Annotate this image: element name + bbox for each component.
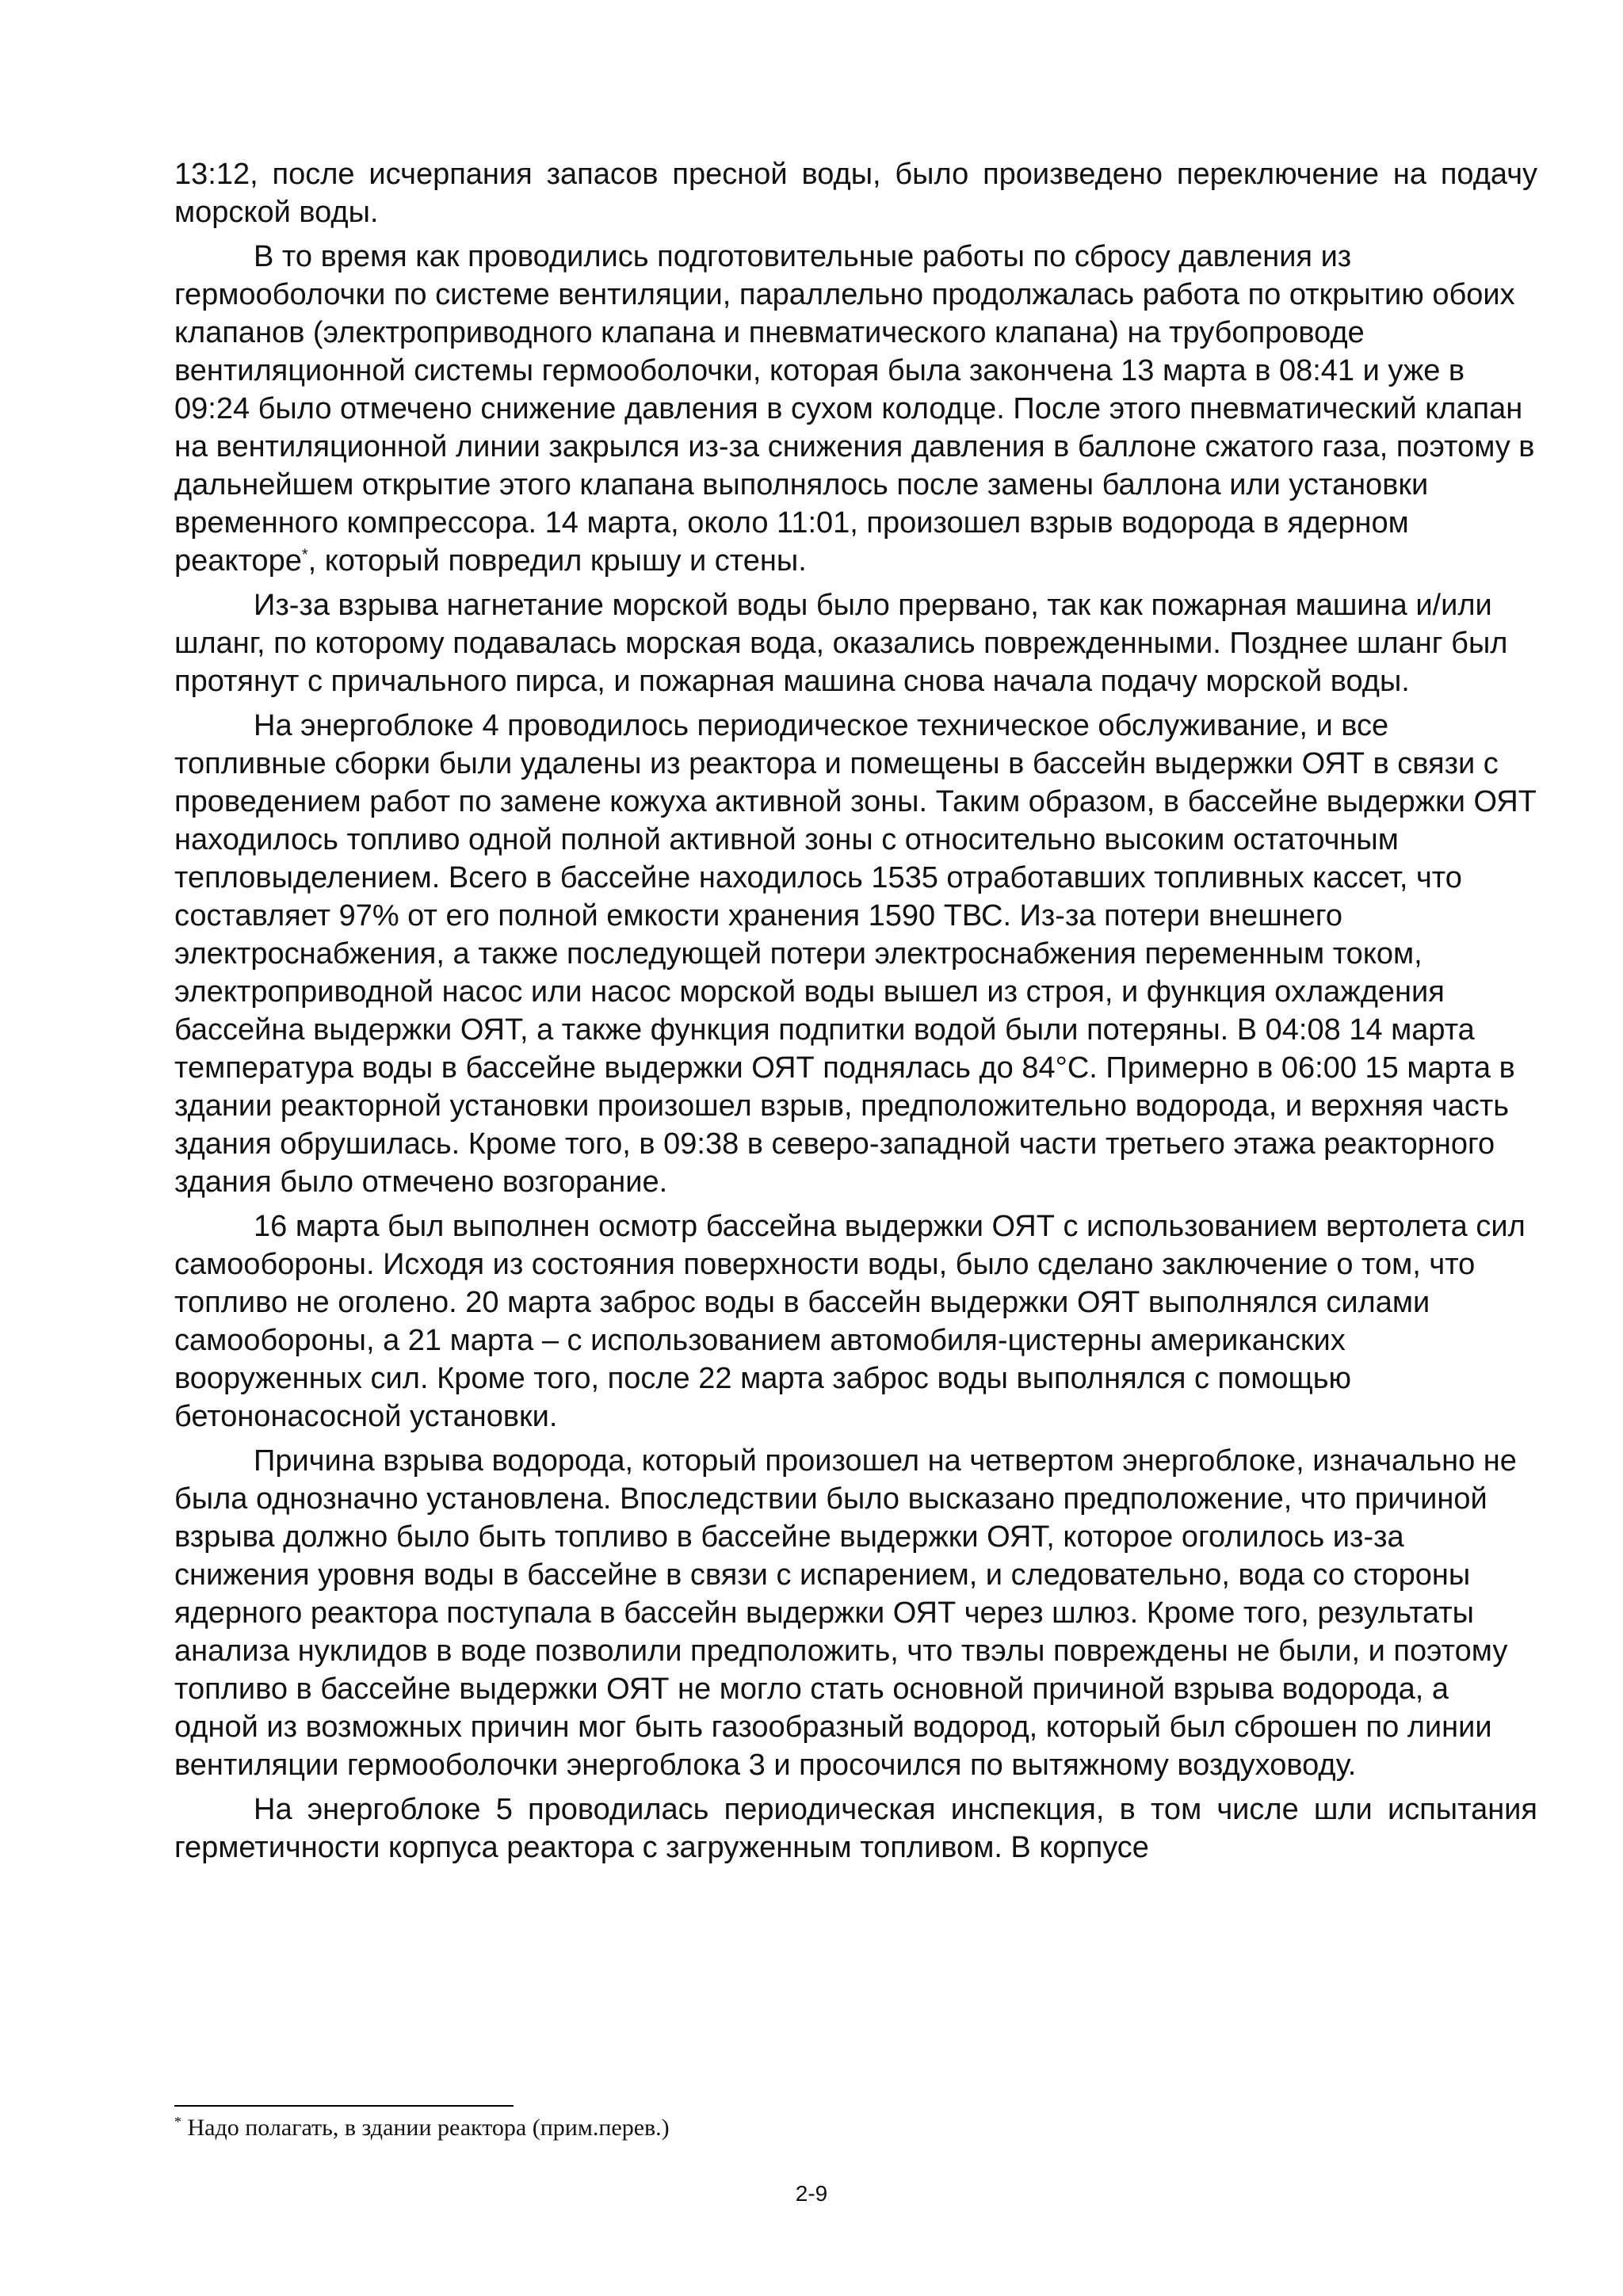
footnote-text: Надо полагать, в здании реактора (прим.перев.) <box>181 2115 670 2141</box>
footnote <box>174 2114 1537 2142</box>
footnote-marker[interactable]: * <box>301 546 308 564</box>
footnote-marker-bottom: * <box>174 2114 181 2130</box>
paragraph-1: 13:12, после исчерпания запасов пресной воды, было произведено переключение на подачу морской воды. <box>174 158 1537 229</box>
footnote-separator <box>174 2105 514 2107</box>
page-number: 2-9 <box>795 2181 828 2206</box>
paragraph-2-text: В то время как проводились подготовительные работы по сбросу давления из гермооболочки по системе вентиляции, параллельно продолжалась работа по открытию обоих клапанов (электроприводного клапана и пневматического клапана) на трубопроводе вентиляционной системы гермооболочки, которая была закончена 13 марта в 08:41 и уже в 09:24 было отмечено снижение давления в сухом колодце. После этого пневматический клапан на вентиляционной линии закрылся из-за снижения давления в баллоне сжатого газа, поэтому в дальнейшем открытие этого клапана выполнялось после замены баллона или установки временного компрессора. 14 марта, около 11:01, произошел взрыв водорода в ядерном реакторе <box>174 240 1535 578</box>
body-text <box>174 155 1537 1873</box>
paragraph-3: Из-за взрыва нагнетание морской воды было прервано, так как пожарная машина и/или шланг, по которому подавалась морская вода, оказались поврежденными. Позднее шланг был протянут с причального пирса, и пожарная машина снова начала подачу морской воды. <box>174 589 1508 698</box>
paragraph-7: На энергоблоке 5 проводилась периодическая инспекция, в том числе шли испытания герметичности корпуса реактора с загруженным топливом. В корпусе <box>174 1793 1537 1864</box>
paragraph-2-text-after: , который повредил крышу и стены. <box>307 544 807 578</box>
paragraph-4: На энергоблоке 4 проводилось периодическое техническое обслуживание, и все топливные сборки были удалены из реактора и помещены в бассейн выдержки ОЯТ в связи с проведением работ по замене кожуха активной зоны. Таким образом, в бассейне выдержки ОЯТ находилось топливо одной полной активной зоны с относительно высоким остаточным тепловыделением. Всего в бассейне находилось 1535 отработавших топливных кассет, что составляет 97% от его полной емкости хранения 1590 ТВС. Из-за потери внешнего электроснабжения, а также последующей потери электроснабжения переменным током, электроприводной насос или насос морской воды вышел из строя, и функция охлаждения бассейна выдержки ОЯТ, а также функция подпитки водой были потеряны. В 04:08 14 марта температура воды в бассейне выдержки ОЯТ поднялась до 84°C. Примерно в 06:00 15 марта в здании реакторной установки произошел взрыв, предположительно водорода, и верхняя часть здания обрушилась. Кроме того, в 09:38 в северо-западной части третьего этажа реакторного здания было отмечено возгорание. <box>174 709 1537 1199</box>
paragraph-6: Причина взрыва водорода, который произошел на четвертом энергоблоке, изначально не была однозначно установлена. Впоследствии было высказано предположение, что причиной взрыва должно было быть топливо в бассейне выдержки ОЯТ, которое оголилось из-за снижения уровня воды в бассейне в связи с испарением, и следовательно, вода со стороны ядерного реактора поступала в бассейн выдержки ОЯТ через шлюз. Кроме того, результаты анализа нуклидов в воде позволили предположить, что твэлы повреждены не были, и поэтому топливо в бассейне выдержки ОЯТ не могло стать основной причиной взрыва водорода, а одной из возможных причин мог быть газообразный водород, который был сброшен по линии вентиляции гермооболочки энергоблока 3 и просочился по вытяжному воздуховоду. <box>174 1444 1517 1782</box>
paragraph-2 <box>174 238 1537 580</box>
paragraph-5: 16 марта был выполнен осмотр бассейна выдержки ОЯТ с использованием вертолета сил самообороны. Исходя из состояния поверхности воды, было сделано заключение о том, что топливо не оголено. 20 марта заброс воды в бассейн выдержки ОЯТ выполнялся силами самообороны, а 21 марта – с использованием автомобиля-цистерны американских вооруженных сил. Кроме того, после 22 марта заброс воды выполнялся с помощью бетононасосной установки. <box>174 1210 1526 1433</box>
